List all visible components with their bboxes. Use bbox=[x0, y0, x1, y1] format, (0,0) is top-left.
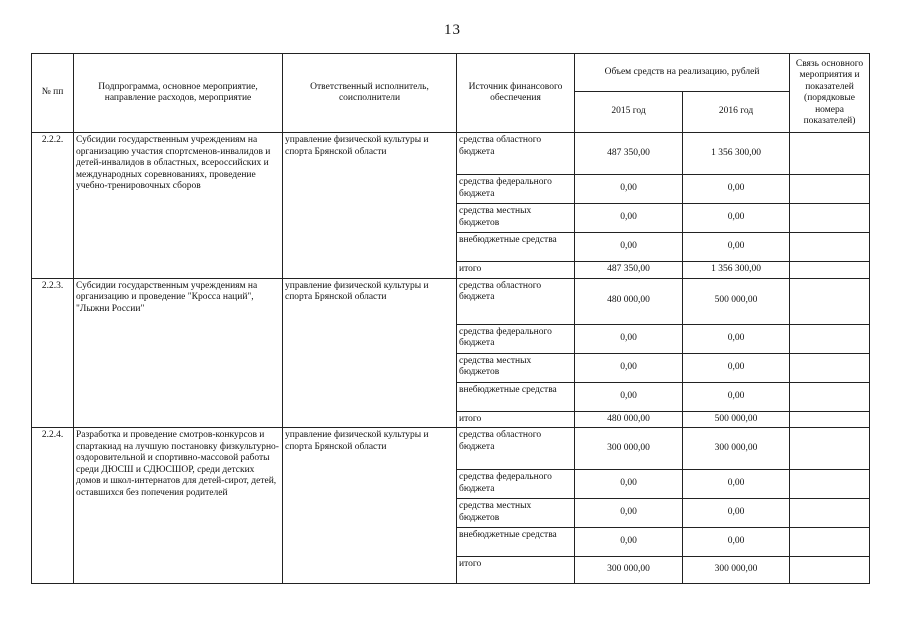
amount-2016: 0,00 bbox=[683, 353, 790, 382]
funding-source: средства федерального бюджета bbox=[457, 324, 575, 353]
amount-2015: 0,00 bbox=[575, 470, 683, 499]
amount-2016: 0,00 bbox=[683, 233, 790, 262]
header-year-2015: 2015 год bbox=[575, 92, 683, 133]
amount-2015: 487 350,00 bbox=[575, 133, 683, 175]
budget-table bbox=[31, 53, 870, 584]
header-num: № пп bbox=[32, 54, 74, 133]
amount-2015: 300 000,00 bbox=[575, 428, 683, 470]
indicator-link-cell bbox=[790, 353, 870, 382]
indicator-link-cell bbox=[790, 382, 870, 411]
total-2015: 487 350,00 bbox=[575, 262, 683, 279]
total-2016: 500 000,00 bbox=[683, 411, 790, 428]
amount-2015: 0,00 bbox=[575, 175, 683, 204]
funding-source: внебюджетные средства bbox=[457, 382, 575, 411]
amount-2016: 500 000,00 bbox=[683, 278, 790, 324]
indicator-link-cell bbox=[790, 528, 870, 557]
amount-2016: 0,00 bbox=[683, 204, 790, 233]
header-subprogram: Подпрограмма, основное мероприятие, направление расходов, мероприятие bbox=[74, 54, 283, 133]
item-number: 2.2.4. bbox=[32, 428, 74, 584]
item-description: Субсидии государственным учреждениям на организацию и проведение "Кросса наций", "Лыжни России" bbox=[74, 278, 283, 428]
indicator-link-cell bbox=[790, 470, 870, 499]
amount-2015: 0,00 bbox=[575, 499, 683, 528]
amount-2015: 0,00 bbox=[575, 353, 683, 382]
total-2016: 1 356 300,00 bbox=[683, 262, 790, 279]
indicator-link-cell bbox=[790, 278, 870, 324]
header-link: Связь основного мероприятия и показателей (порядковые номера показателей) bbox=[790, 54, 870, 133]
total-2016: 300 000,00 bbox=[683, 557, 790, 584]
funding-source: средства федерального бюджета bbox=[457, 175, 575, 204]
funding-source: средства областного бюджета bbox=[457, 133, 575, 175]
funding-source: средства местных бюджетов bbox=[457, 499, 575, 528]
total-label: итого bbox=[457, 262, 575, 279]
amount-2016: 300 000,00 bbox=[683, 428, 790, 470]
funding-source: внебюджетные средства bbox=[457, 528, 575, 557]
indicator-link-cell bbox=[790, 233, 870, 262]
amount-2016: 0,00 bbox=[683, 382, 790, 411]
funding-source: средства областного бюджета bbox=[457, 428, 575, 470]
total-2015: 480 000,00 bbox=[575, 411, 683, 428]
amount-2015: 0,00 bbox=[575, 324, 683, 353]
amount-2015: 0,00 bbox=[575, 204, 683, 233]
total-label: итого bbox=[457, 411, 575, 428]
funding-source: средства федерального бюджета bbox=[457, 470, 575, 499]
header-volume: Объем средств на реализацию, рублей bbox=[575, 54, 790, 92]
item-number: 2.2.2. bbox=[32, 133, 74, 279]
funding-source: средства областного бюджета bbox=[457, 278, 575, 324]
item-description: Субсидии государственным учреждениям на организацию участия спортсменов-инвалидов и детей-инвалидов в областных, всероссийских и международных соревнованиях, проведение учебно-тренировочных сборов bbox=[74, 133, 283, 279]
indicator-link-cell bbox=[790, 133, 870, 175]
table-body bbox=[32, 133, 870, 584]
item-number: 2.2.3. bbox=[32, 278, 74, 428]
indicator-link-cell bbox=[790, 175, 870, 204]
amount-2015: 480 000,00 bbox=[575, 278, 683, 324]
amount-2016: 0,00 bbox=[683, 175, 790, 204]
indicator-link-cell bbox=[790, 411, 870, 428]
item-executor: управление физической культуры и спорта Брянской области bbox=[283, 278, 457, 428]
item-executor: управление физической культуры и спорта Брянской области bbox=[283, 428, 457, 584]
item-description: Разработка и проведение смотров-конкурсов и спартакиад на лучшую постановку физкультурно-оздоровительной и спортивно-массовой работы среди ДЮСШ и СДЮСШОР, среди детских домов и школ-интернатов для детей-сирот, детей, оставшихся без попечения родителей bbox=[74, 428, 283, 584]
table-row bbox=[32, 278, 870, 324]
funding-source: средства местных бюджетов bbox=[457, 353, 575, 382]
amount-2015: 0,00 bbox=[575, 382, 683, 411]
amount-2016: 0,00 bbox=[683, 528, 790, 557]
indicator-link-cell bbox=[790, 324, 870, 353]
amount-2016: 1 356 300,00 bbox=[683, 133, 790, 175]
indicator-link-cell bbox=[790, 557, 870, 584]
indicator-link-cell bbox=[790, 204, 870, 233]
header-year-2016: 2016 год bbox=[683, 92, 790, 133]
indicator-link-cell bbox=[790, 428, 870, 470]
table-row bbox=[32, 133, 870, 175]
amount-2015: 0,00 bbox=[575, 528, 683, 557]
header-source: Источник финансового обеспечения bbox=[457, 54, 575, 133]
total-label: итого bbox=[457, 557, 575, 584]
page-number: 13 bbox=[444, 22, 461, 38]
header-executor: Ответственный исполнитель, соисполнители bbox=[283, 54, 457, 133]
funding-source: внебюджетные средства bbox=[457, 233, 575, 262]
indicator-link-cell bbox=[790, 262, 870, 279]
total-2015: 300 000,00 bbox=[575, 557, 683, 584]
item-executor: управление физической культуры и спорта Брянской области bbox=[283, 133, 457, 279]
amount-2016: 0,00 bbox=[683, 499, 790, 528]
funding-source: средства местных бюджетов bbox=[457, 204, 575, 233]
indicator-link-cell bbox=[790, 499, 870, 528]
table-row bbox=[32, 428, 870, 470]
amount-2015: 0,00 bbox=[575, 233, 683, 262]
amount-2016: 0,00 bbox=[683, 324, 790, 353]
amount-2016: 0,00 bbox=[683, 470, 790, 499]
